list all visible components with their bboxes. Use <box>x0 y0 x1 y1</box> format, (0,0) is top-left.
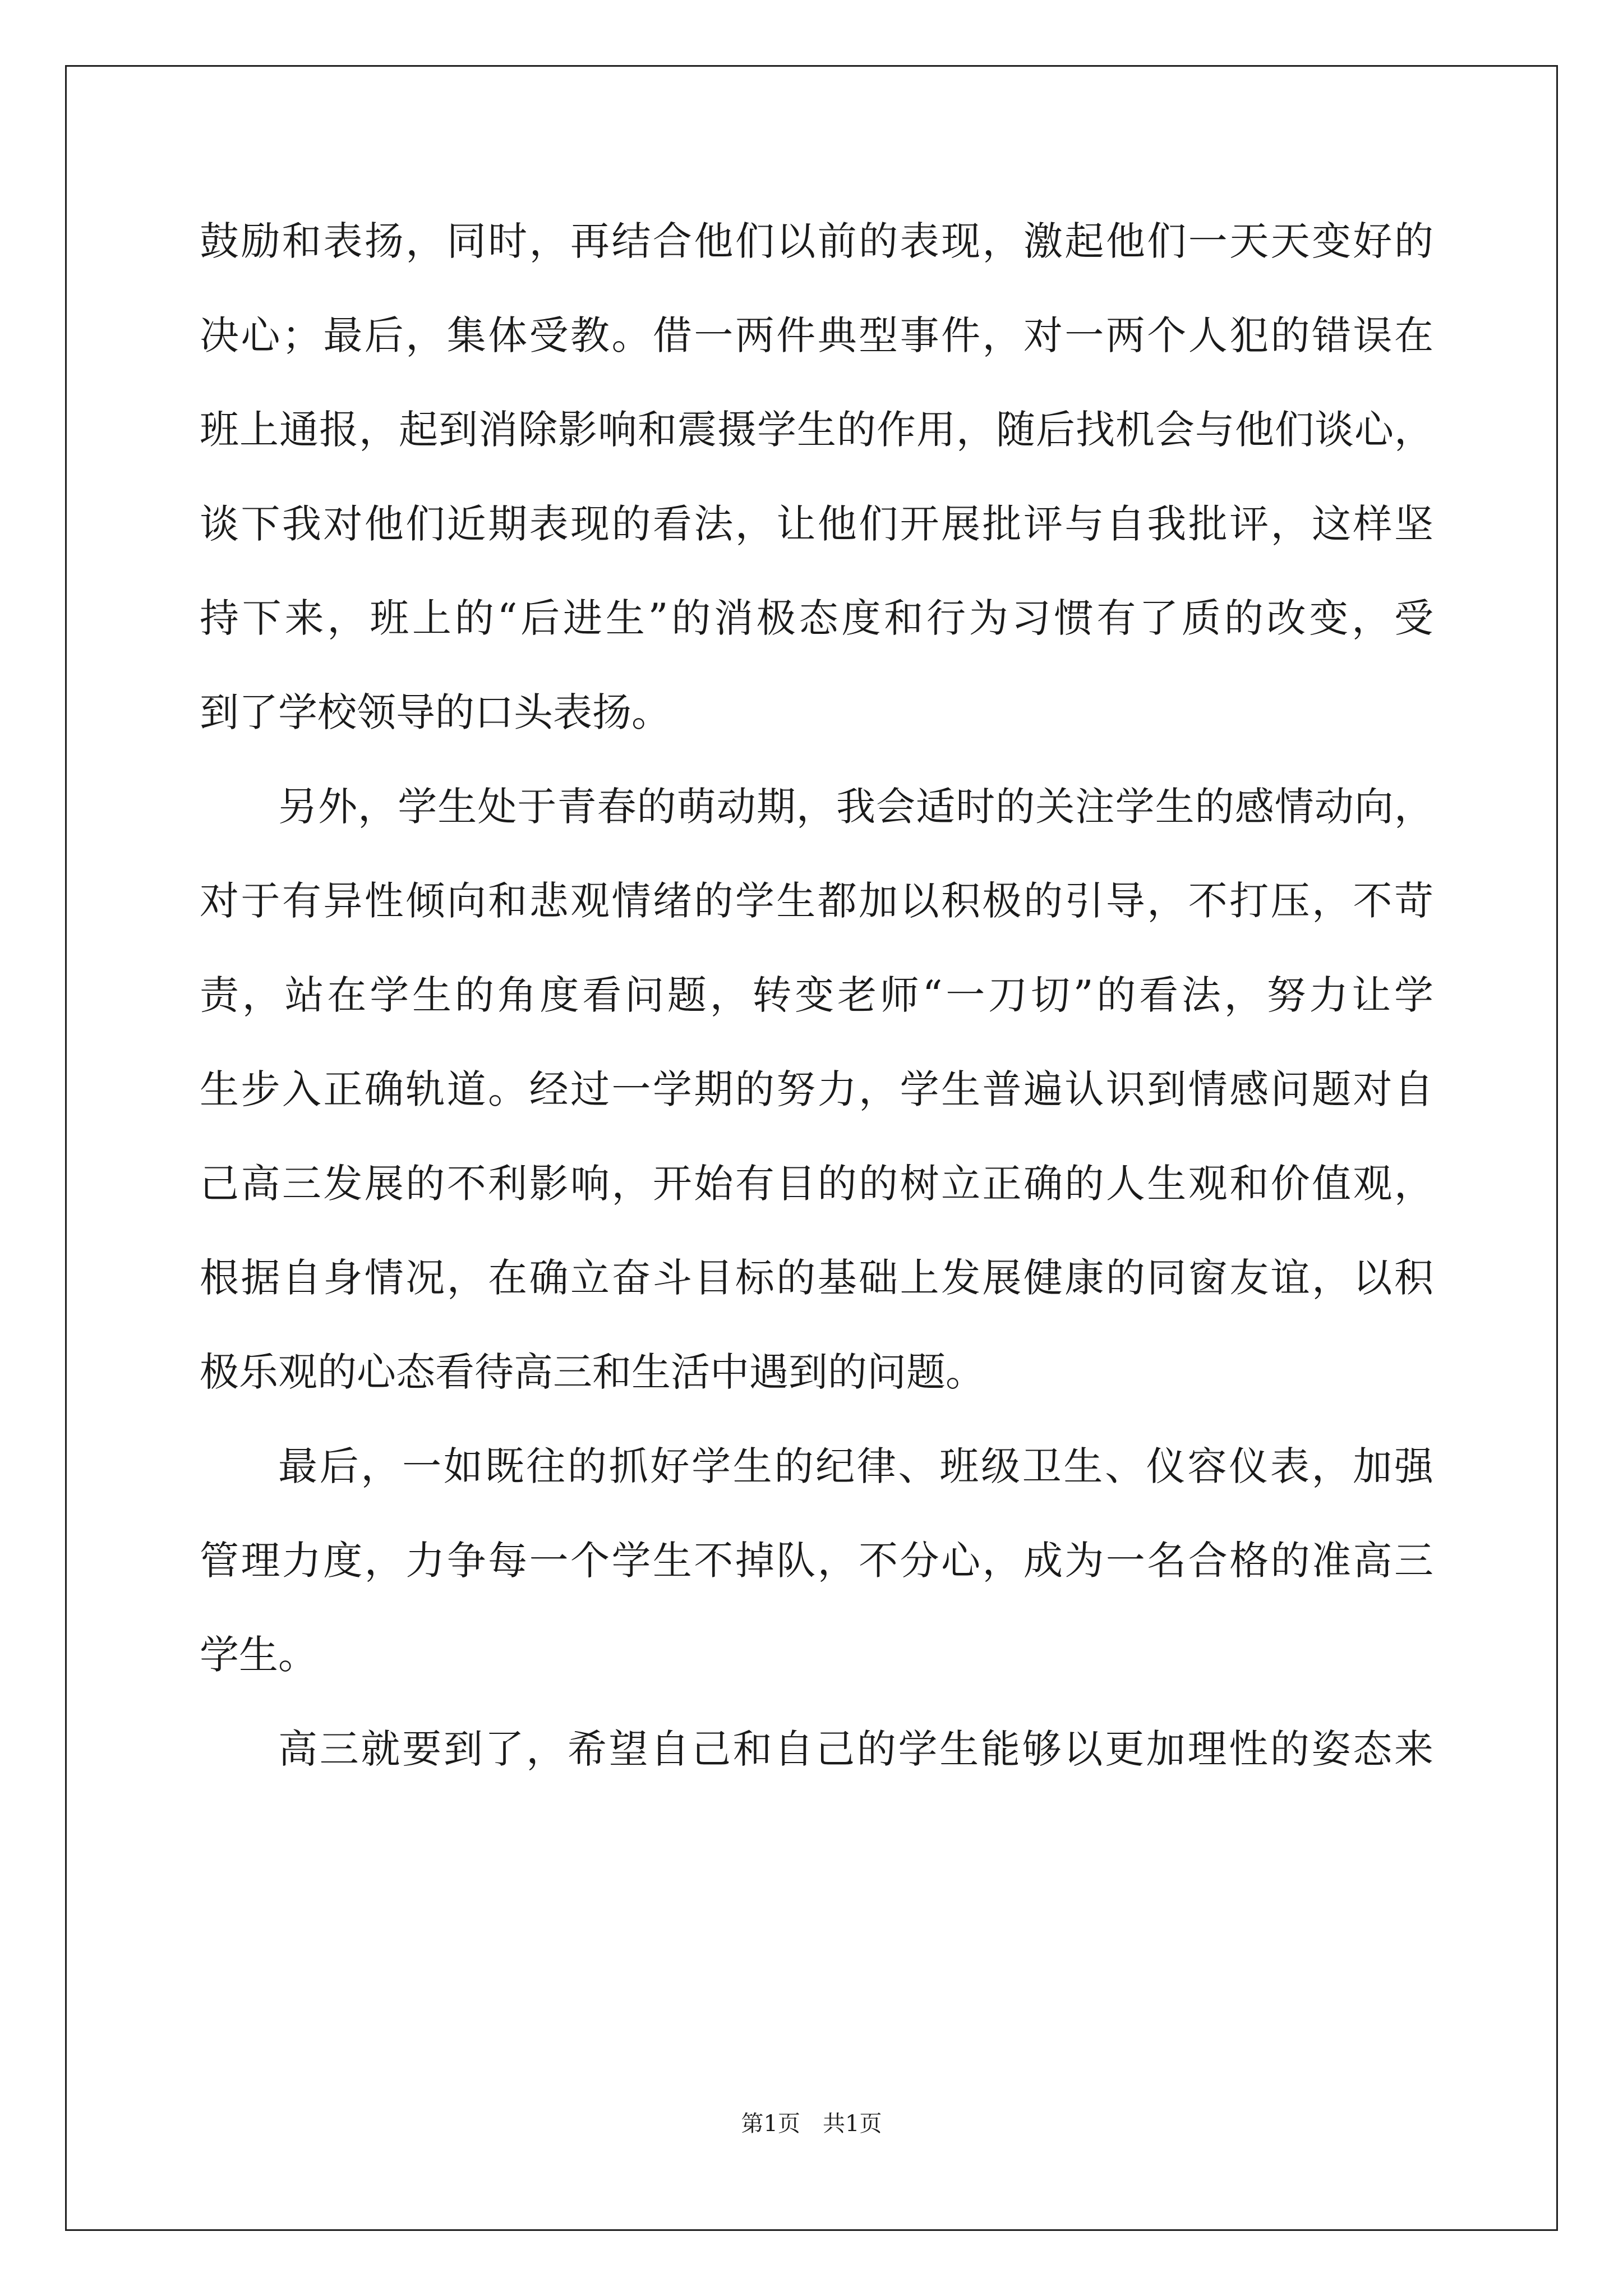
text-line: 生步入正确轨道。经过一学期的努力，学生普遍认识到情感问题对自 <box>200 1066 1433 1112</box>
text-line: 鼓励和表扬，同时，再结合他们以前的表现，激起他们一天天变好的 <box>200 218 1433 264</box>
text-line: 到了学校领导的口头表扬。 <box>200 689 671 735</box>
text-line: 最后，一如既往的抓好学生的纪律、班级卫生、仪容仪表，加强 <box>278 1443 1433 1489</box>
text-line: 高三就要到了，希望自己和自己的学生能够以更加理性的姿态来 <box>278 1726 1433 1772</box>
text-line: 持下来，班上的“后进生”的消极态度和行为习惯有了质的改变，受 <box>200 595 1433 641</box>
body-text <box>200 210 1433 1812</box>
text-line: 己高三发展的不利影响，开始有目的的树立正确的人生观和价值观， <box>200 1161 1433 1207</box>
text-line: 班上通报，起到消除影响和震摄学生的作用，随后找机会与他们谈心， <box>200 407 1433 453</box>
page-number: 第1页 共1页 <box>741 2111 882 2137</box>
text-line: 极乐观的心态看待高三和生活中遇到的问题。 <box>200 1349 985 1395</box>
text-line: 另外，学生处于青春的萌动期，我会适时的关注学生的感情动向， <box>278 784 1433 830</box>
text-line: 根据自身情况，在确立奋斗目标的基础上发展健康的同窗友谊，以积 <box>200 1255 1433 1301</box>
text-line: 管理力度，力争每一个学生不掉队，不分心，成为一名合格的准高三 <box>200 1538 1433 1584</box>
text-line: 决心；最后，集体受教。借一两件典型事件，对一两个人犯的错误在 <box>200 312 1433 358</box>
page-footer <box>0 2108 1623 2139</box>
text-line: 学生。 <box>200 1632 317 1678</box>
text-line: 责，站在学生的角度看问题，转变老师“一刀切”的看法，努力让学 <box>200 972 1433 1018</box>
text-line: 对于有异性倾向和悲观情绪的学生都加以积极的引导，不打压，不苛 <box>200 878 1433 924</box>
text-line: 谈下我对他们近期表现的看法，让他们开展批评与自我批评，这样坚 <box>200 501 1433 547</box>
